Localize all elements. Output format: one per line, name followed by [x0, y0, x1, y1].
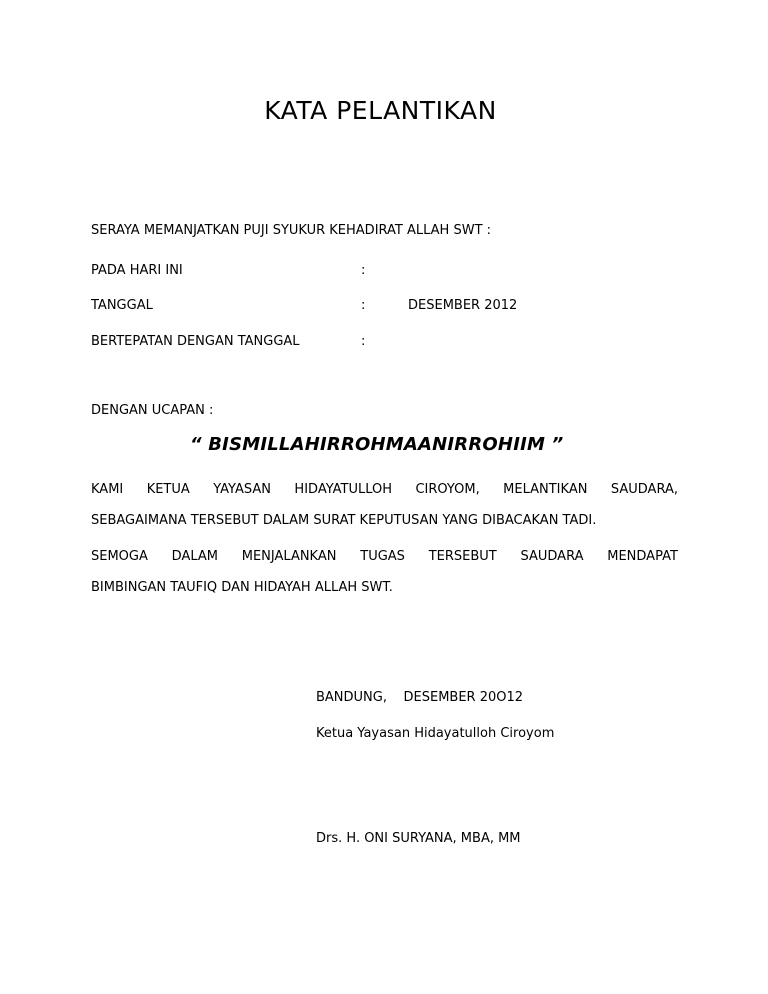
p2-word: MENDAPAT: [607, 549, 678, 564]
field-colon-date: :: [361, 298, 366, 313]
intro-text: SERAYA MEMANJATKAN PUJI SYUKUR KEHADIRAT ALLAH SWT :: [91, 223, 492, 238]
p2-word: TERSEBUT: [428, 549, 497, 564]
field-value-date: DESEMBER 2012: [408, 298, 518, 313]
basmalah-text: “ BISMILLAHIRROHMAANIRROHIIM ”: [190, 434, 564, 455]
paragraph-2-line-1: [91, 549, 678, 564]
signature-position: Ketua Yayasan Hidayatulloh Ciroyom: [316, 726, 555, 741]
p1-word: KETUA: [146, 482, 190, 497]
p2-word: SEMOGA: [91, 549, 148, 564]
p1-word: KAMI: [91, 482, 124, 497]
ucapan-label: DENGAN UCAPAN :: [91, 403, 214, 418]
signature-name: Drs. H. ONI SURYANA, MBA, MM: [316, 831, 521, 846]
field-colon-hijri-date: :: [361, 334, 366, 349]
paragraph-1-line-1: [91, 482, 678, 497]
field-label-date: TANGGAL: [91, 298, 153, 313]
p2-word: SAUDARA: [520, 549, 584, 564]
document-title: KATA PELANTIKAN: [264, 96, 497, 125]
p1-word: MELANTIKAN: [503, 482, 588, 497]
paragraph-1-line-2: SEBAGAIMANA TERSEBUT DALAM SURAT KEPUTUSAN YANG DIBACAKAN TADI.: [91, 513, 597, 528]
p1-word: CIROYOM,: [415, 482, 480, 497]
signature-place-date: BANDUNG, DESEMBER 20O12: [316, 690, 524, 705]
paragraph-2-line-2: BIMBINGAN TAUFIQ DAN HIDAYAH ALLAH SWT.: [91, 580, 393, 595]
p1-word: HIDAYATULLOH: [294, 482, 392, 497]
p2-word: TUGAS: [360, 549, 405, 564]
field-label-hijri-date: BERTEPATAN DENGAN TANGGAL: [91, 334, 300, 349]
field-label-day: PADA HARI INI: [91, 263, 183, 278]
p1-word: YAYASAN: [213, 482, 271, 497]
field-colon-day: :: [361, 263, 366, 278]
p1-word: SAUDARA,: [610, 482, 678, 497]
p2-word: DALAM: [171, 549, 218, 564]
p2-word: MENJALANKAN: [241, 549, 337, 564]
